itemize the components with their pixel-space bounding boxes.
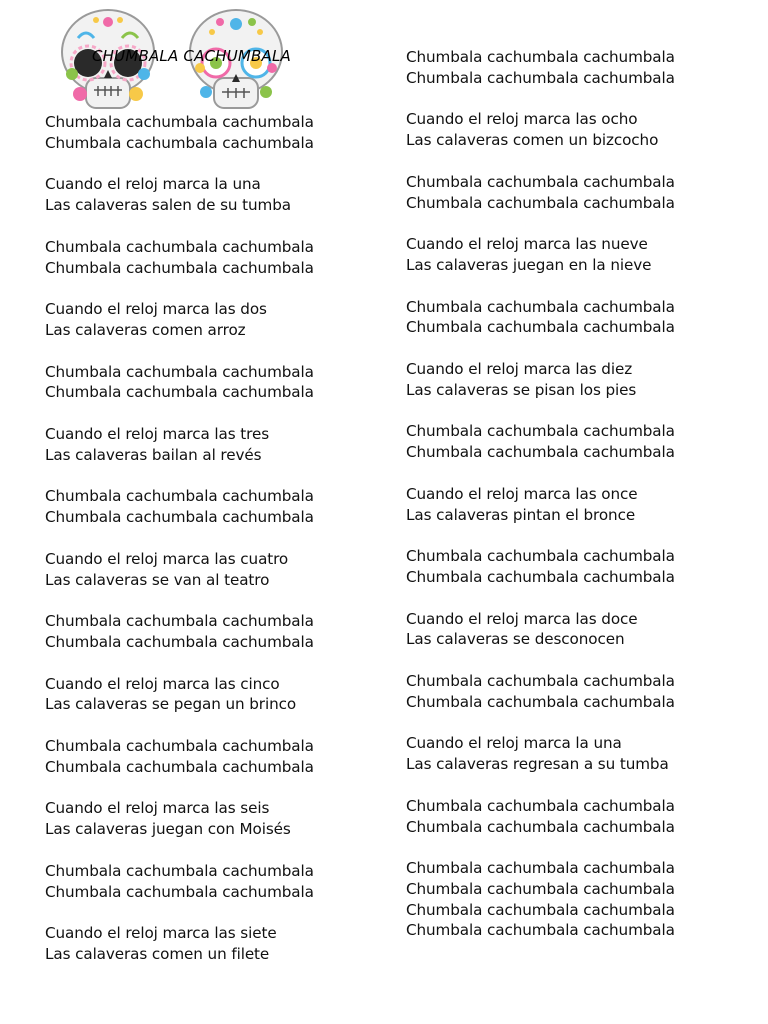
lyric-line: Cuando el reloj marca las ocho: [406, 110, 638, 129]
lyric-line: Las calaveras se van al teatro: [45, 570, 270, 589]
stanza: [406, 47, 675, 88]
stanza: [45, 736, 314, 777]
stanza: [45, 674, 314, 715]
lyric-line: Cuando el reloj marca la una: [45, 175, 261, 194]
lyric-line: Chumbala cachumbala cachumbala: [45, 737, 314, 756]
lyric-line: Chumbala cachumbala cachumbala: [45, 383, 314, 402]
lyric-line: Chumbala cachumbala cachumbala: [45, 508, 314, 527]
lyric-line: Chumbala cachumbala cachumbala: [45, 487, 314, 506]
lyric-line: Chumbala cachumbala cachumbala: [406, 68, 675, 87]
right-column: [406, 47, 675, 962]
lyric-line: Chumbala cachumbala cachumbala: [406, 859, 675, 878]
stanza: [406, 796, 675, 837]
lyric-line: Chumbala cachumbala cachumbala: [406, 672, 675, 691]
lyric-line: Chumbala cachumbala cachumbala: [45, 362, 314, 381]
lyric-line: Las calaveras pintan el bronce: [406, 505, 636, 524]
stanza: [45, 174, 314, 215]
lyric-line: Chumbala cachumbala cachumbala: [45, 612, 314, 631]
stanza: [406, 297, 675, 338]
lyric-line: Cuando el reloj marca las cuatro: [45, 549, 289, 568]
lyric-line: Las calaveras juegan en la nieve: [406, 255, 652, 274]
lyric-line: Las calaveras comen un bizcocho: [406, 131, 659, 150]
stanza: [45, 611, 314, 652]
stanza: [406, 234, 675, 275]
lyric-line: Chumbala cachumbala cachumbala: [406, 48, 675, 66]
lyric-line: Chumbala cachumbala cachumbala: [45, 258, 314, 277]
stanza: [406, 671, 675, 712]
lyric-line: Las calaveras comen un filete: [45, 944, 270, 963]
lyric-line: Cuando el reloj marca la una: [406, 734, 622, 753]
lyric-line: Chumbala cachumbala cachumbala: [45, 113, 314, 131]
lyric-line: Chumbala cachumbala cachumbala: [45, 757, 314, 776]
lyric-line: Cuando el reloj marca las dos: [45, 300, 267, 319]
stanza: [45, 299, 314, 340]
lyric-line: Chumbala cachumbala cachumbala: [45, 632, 314, 651]
lyric-line: Cuando el reloj marca las siete: [45, 924, 277, 943]
lyric-line: Chumbala cachumbala cachumbala: [406, 172, 675, 191]
stanza: [406, 421, 675, 462]
lyric-line: Las calaveras se desconocen: [406, 630, 625, 649]
lyric-line: Chumbala cachumbala cachumbala: [406, 921, 675, 940]
lyric-line: Chumbala cachumbala cachumbala: [45, 133, 314, 152]
lyric-line: Cuando el reloj marca las diez: [406, 360, 633, 379]
lyric-line: Las calaveras juegan con Moisés: [45, 820, 291, 839]
lyric-line: Las calaveras regresan a su tumba: [406, 755, 669, 774]
lyric-line: Cuando el reloj marca las cinco: [45, 674, 280, 693]
lyric-line: Chumbala cachumbala cachumbala: [406, 547, 675, 566]
lyric-line: Chumbala cachumbala cachumbala: [406, 193, 675, 212]
stanza: [406, 733, 675, 774]
lyric-line: Chumbala cachumbala cachumbala: [45, 861, 314, 880]
stanza: [45, 237, 314, 278]
lyric-line: Chumbala cachumbala cachumbala: [45, 237, 314, 256]
stanza: [45, 861, 314, 902]
lyric-line: Chumbala cachumbala cachumbala: [45, 882, 314, 901]
lyric-line: Chumbala cachumbala cachumbala: [406, 443, 675, 462]
lyric-line: Chumbala cachumbala cachumbala: [406, 422, 675, 441]
lyric-line: Las calaveras salen de su tumba: [45, 196, 291, 215]
lyric-line: Las calaveras se pegan un brinco: [45, 695, 297, 714]
stanza: [45, 362, 314, 403]
lyric-line: Chumbala cachumbala cachumbala: [406, 900, 675, 919]
stanza: [45, 112, 314, 153]
stanza: [406, 109, 675, 150]
stanza: [406, 609, 675, 650]
stanza: [406, 172, 675, 213]
stanza: [45, 549, 314, 590]
lyric-line: Chumbala cachumbala cachumbala: [406, 817, 675, 836]
lyric-line: Las calaveras se pisan los pies: [406, 380, 637, 399]
stanza: [45, 424, 314, 465]
stanza: [406, 546, 675, 587]
lyric-line: Chumbala cachumbala cachumbala: [406, 318, 675, 337]
stanza: [45, 486, 314, 527]
lyric-line: Chumbala cachumbala cachumbala: [406, 796, 675, 815]
stanza: [45, 798, 314, 839]
lyric-line: Chumbala cachumbala cachumbala: [406, 692, 675, 711]
song-title: CHUMBALA CACHUMBALA: [92, 47, 291, 65]
lyric-line: Cuando el reloj marca las doce: [406, 609, 638, 628]
lyric-line: Cuando el reloj marca las seis: [45, 799, 270, 818]
lyric-line: Cuando el reloj marca las tres: [45, 425, 270, 444]
stanza: [406, 359, 675, 400]
lyric-line: Las calaveras bailan al revés: [45, 445, 262, 464]
lyric-line: Cuando el reloj marca las nueve: [406, 235, 648, 254]
stanza: [406, 484, 675, 525]
lyric-line: Chumbala cachumbala cachumbala: [406, 879, 675, 898]
lyric-line: Cuando el reloj marca las once: [406, 484, 638, 503]
stanza: [45, 923, 314, 964]
lyric-line: Chumbala cachumbala cachumbala: [406, 567, 675, 586]
lyric-line: Chumbala cachumbala cachumbala: [406, 297, 675, 316]
left-column: [45, 112, 314, 986]
stanza: [406, 858, 675, 941]
lyric-line: Las calaveras comen arroz: [45, 320, 246, 339]
